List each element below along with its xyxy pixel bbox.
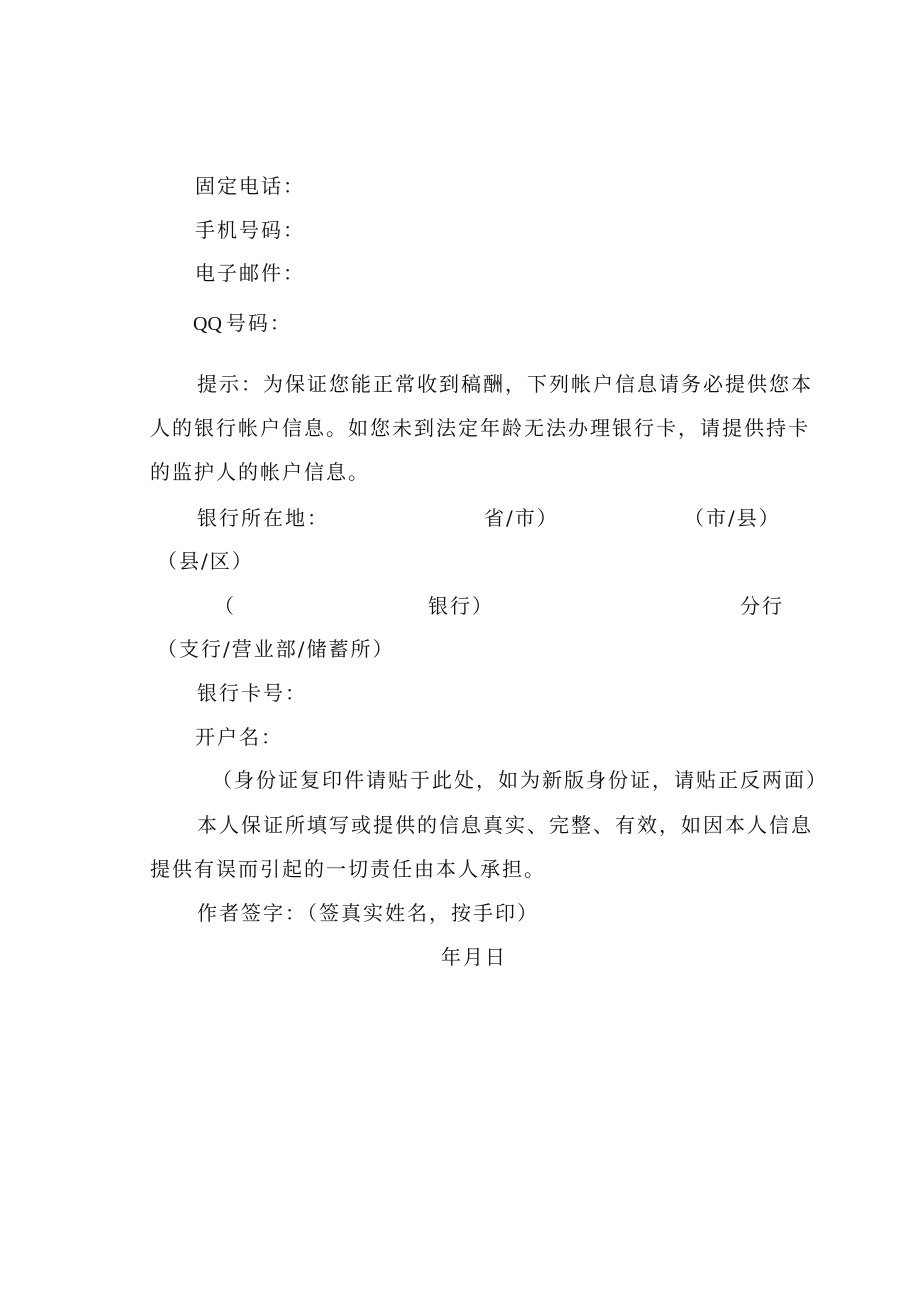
qq-prefix: QQ [193, 313, 222, 335]
bank-sub-branch-field: （支行/营业部/储蓄所） [157, 637, 395, 661]
bank-branch-field: 分行 [740, 594, 784, 618]
email-label: 电子邮件： [195, 261, 305, 285]
author-signature-label: 作者签字：（签真实姓名，按手印） [197, 901, 539, 925]
account-holder-label: 开户名： [195, 725, 283, 749]
bank-county-field: （县/区） [157, 549, 254, 573]
bank-city-field: （市/县） [684, 506, 781, 530]
notice-line-2: 人的银行帐户信息。如您未到法定年龄无法办理银行卡，请提供持卡 [150, 416, 810, 440]
landline-label: 固定电话： [195, 174, 305, 198]
declaration-line-1: 本人保证所填写或提供的信息真实、完整、有效，如因本人信息 [197, 813, 813, 837]
card-number-label: 银行卡号： [197, 681, 307, 705]
notice-line-3: 的监护人的帐户信息。 [150, 460, 370, 484]
id-copy-note: （身份证复印件请贴于此处，如为新版身份证，请贴正反两面） [212, 768, 828, 792]
bank-location-label: 银行所在地： [197, 506, 329, 530]
signature-date: 年月日 [441, 945, 507, 969]
declaration-line-2: 提供有误而引起的一切责任由本人承担。 [150, 857, 546, 881]
qq-label-row [193, 310, 292, 337]
bank-name-open-paren: （ [214, 594, 236, 618]
bank-province-field: 省/市） [484, 506, 559, 530]
qq-label: 号码： [225, 311, 292, 335]
notice-line-1: 提示：为保证您能正常收到稿酬，下列帐户信息请务必提供您本 [197, 372, 813, 396]
mobile-label: 手机号码： [195, 218, 305, 242]
bank-name-field: 银行） [428, 594, 494, 618]
